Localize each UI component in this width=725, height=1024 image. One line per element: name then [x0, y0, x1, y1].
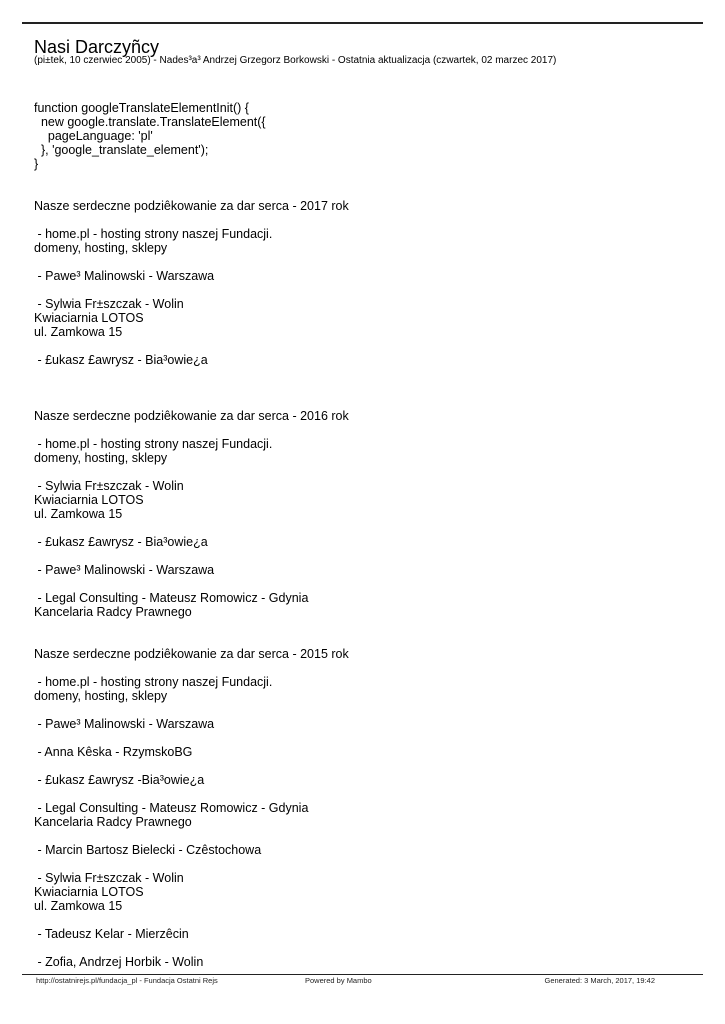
donor-entry	[34, 927, 694, 941]
code-line: }	[34, 157, 39, 171]
donor-line: - £ukasz £awrysz - Bia³owie¿a	[34, 353, 208, 367]
section-heading: Nasze serdeczne podziêkowanie za dar serca - 2016 rok	[34, 409, 349, 423]
donor-entry	[34, 871, 694, 913]
donor-entry	[34, 297, 694, 339]
donor-section	[34, 409, 694, 647]
donor-entry	[34, 227, 694, 255]
donor-line: ul. Zamkowa 15	[34, 507, 123, 521]
donor-entry	[34, 437, 694, 465]
donor-entry	[34, 563, 694, 577]
donor-line: - Legal Consulting - Mateusz Romowicz - Gdynia	[34, 591, 309, 605]
donor-line: - home.pl - hosting strony naszej Fundacji.	[34, 227, 273, 241]
donor-entry	[34, 717, 694, 731]
donor-line: - home.pl - hosting strony naszej Fundacji.	[34, 675, 273, 689]
donor-line: domeny, hosting, sklepy	[34, 689, 168, 703]
donor-line: - Pawe³ Malinowski - Warszawa	[34, 717, 215, 731]
code-line: }, 'google_translate_element');	[34, 143, 209, 157]
donor-line: - Sylwia Fr±szczak - Wolin	[34, 871, 184, 885]
donor-line: - Sylwia Fr±szczak - Wolin	[34, 479, 184, 493]
donor-line: Kwiaciarnia LOTOS	[34, 493, 144, 507]
donor-entry	[34, 773, 694, 787]
donor-line: - Marcin Bartosz Bielecki - Czêstochowa	[34, 843, 262, 857]
code-line: pageLanguage: 'pl'	[34, 129, 153, 143]
top-rule	[22, 22, 703, 24]
donor-entry	[34, 843, 694, 857]
donor-line: Kancelaria Radcy Prawnego	[34, 605, 192, 619]
footer-url: http://ostatnirejs.pl/fundacja_pl - Fundacja Ostatni Rejs	[36, 976, 218, 985]
donor-line: - Legal Consulting - Mateusz Romowicz - Gdynia	[34, 801, 309, 815]
donor-line: - £ukasz £awrysz - Bia³owie¿a	[34, 535, 208, 549]
donor-line: - Pawe³ Malinowski - Warszawa	[34, 563, 215, 577]
donor-entry	[34, 955, 694, 969]
code-line: function googleTranslateElementInit() {	[34, 101, 249, 115]
section-heading: Nasze serdeczne podziêkowanie za dar serca - 2015 rok	[34, 647, 349, 661]
donor-entry	[34, 745, 694, 759]
code-block	[34, 101, 694, 171]
donor-line: domeny, hosting, sklepy	[34, 451, 168, 465]
donor-line: - Anna Kêska - RzymskoBG	[34, 745, 193, 759]
donor-line: domeny, hosting, sklepy	[34, 241, 168, 255]
donor-line: Kancelaria Radcy Prawnego	[34, 815, 192, 829]
article-body	[34, 101, 694, 983]
donor-entry	[34, 801, 694, 829]
donor-section	[34, 647, 694, 983]
donor-line: Kwiaciarnia LOTOS	[34, 311, 144, 325]
donor-entry	[34, 269, 694, 283]
donor-sections	[34, 199, 694, 983]
footer-generated: Generated: 3 March, 2017, 19:42	[544, 976, 655, 985]
donor-line: - Zofia, Andrzej Horbik - Wolin	[34, 955, 204, 969]
page-title: Nasi Darczyñcy	[34, 37, 160, 57]
donor-entry	[34, 675, 694, 703]
footer-powered-by: Powered by Mambo	[305, 976, 372, 985]
donor-line: ul. Zamkowa 15	[34, 899, 123, 913]
bottom-rule	[22, 974, 703, 975]
donor-entry	[34, 535, 694, 549]
donor-line: - Tadeusz Kelar - Mierzêcin	[34, 927, 189, 941]
donor-line: - Sylwia Fr±szczak - Wolin	[34, 297, 184, 311]
donor-line: - home.pl - hosting strony naszej Fundacji.	[34, 437, 273, 451]
code-line: new google.translate.TranslateElement({	[34, 115, 266, 129]
donor-section	[34, 199, 694, 409]
article-meta: (pi±tek, 10 czerwiec 2005) - Nades³a³ Andrzej Grzegorz Borkowski - Ostatnia aktualizacja (czwartek, 02 marzec 2017)	[34, 55, 557, 66]
donor-line: - Pawe³ Malinowski - Warszawa	[34, 269, 215, 283]
donor-entry	[34, 479, 694, 521]
donor-line: - £ukasz £awrysz -Bia³owie¿a	[34, 773, 205, 787]
donor-line: ul. Zamkowa 15	[34, 325, 123, 339]
donor-entry	[34, 591, 694, 619]
section-heading: Nasze serdeczne podziêkowanie za dar serca - 2017 rok	[34, 199, 349, 213]
donor-entry	[34, 353, 694, 367]
donor-line: Kwiaciarnia LOTOS	[34, 885, 144, 899]
